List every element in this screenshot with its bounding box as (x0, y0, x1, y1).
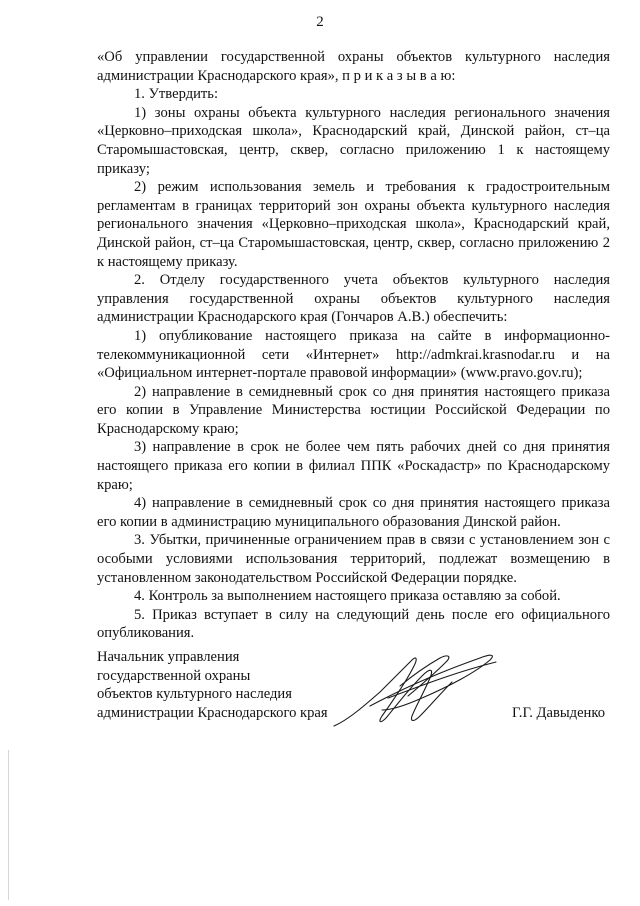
paragraph-item-2-4: 4) направление в семидневный срок со дня принятия настоящего приказа его копии в администрацию муниципального образования Динской район. (97, 495, 610, 530)
paragraph-item-2-2: 2) направление в семидневный срок со дня принятия настоящего приказа его копии в Управление Министерства юстиции Российской Федерации по Краснодарскому краю; (97, 383, 610, 437)
signatory-title-line: государственной охраны (97, 667, 251, 684)
scan-edge-line (8, 750, 9, 900)
page-number: 2 (316, 14, 324, 30)
paragraph-item-2-3: 3) направление в срок не более чем пять рабочих дней со дня принятия настоящего приказа его копии в филиал ППК «Роскадастр» по Краснодарскому краю; (97, 439, 610, 493)
handwritten-signature (330, 646, 500, 732)
signatory-name: Г.Г. Давыденко (512, 705, 606, 721)
signatory-title-line: объектов культурного наследия (97, 686, 292, 703)
paragraph-item-1: 1. Утвердить: (134, 86, 219, 103)
signatory-title-line: администрации Краснодарского края (97, 704, 328, 721)
paragraph-item-5: 5. Приказ вступает в силу на следующий день после его официального опубликования. (97, 606, 610, 642)
paragraph-item-1-1: 1) зоны охраны объекта культурного наследия регионального значения «Церковно–приходская школа», Краснодарский край, Динской район, ст–ца Старомышастовская, центр, сквер, согласно приложению 1 к настоящему приказу; (97, 104, 610, 177)
paragraph-item-1-2: 2) режим использования земель и требования к градостроительным регламентам в границах территорий зон охраны объекта культурного наследия регионального значения «Церковно–приходская школа», Краснодарский край, Динской район, ст–ца Старомышастовская, центр, сквер, согласно приложению 2 к настоящему приказу. (97, 179, 610, 270)
paragraph-item-4: 4. Контроль за выполнением настоящего приказа оставляю за собой. (134, 588, 561, 605)
document-body (97, 48, 610, 643)
signatory-title (97, 648, 328, 722)
signatory-title-line: Начальник управления (97, 649, 240, 665)
paragraph-preamble: «Об управлении государственной охраны объектов культурного наследия администрации Краснодарского края», п р и к а з ы в а ю: (97, 49, 610, 84)
paragraph-item-3: 3. Убытки, причиненные ограничением прав в связи с установлением зон с особыми условиями использования территорий, подлежат возмещению в установленном законодательством Российской Федерации порядке. (97, 532, 610, 586)
paragraph-item-2-1: 1) опубликование настоящего приказа на сайте в информационно-телекоммуникационной сети «Интернет» http://admkrai.krasnodar.ru и на «Официальном интернет-портале правовой информации» (www.pravo.gov.ru); (97, 327, 610, 382)
paragraph-item-2: 2. Отделу государственного учета объектов культурного наследия управления государственной охраны объектов культурного наследия администрации Краснодарского края (Гончаров А.В.) обеспечить: (97, 272, 610, 326)
